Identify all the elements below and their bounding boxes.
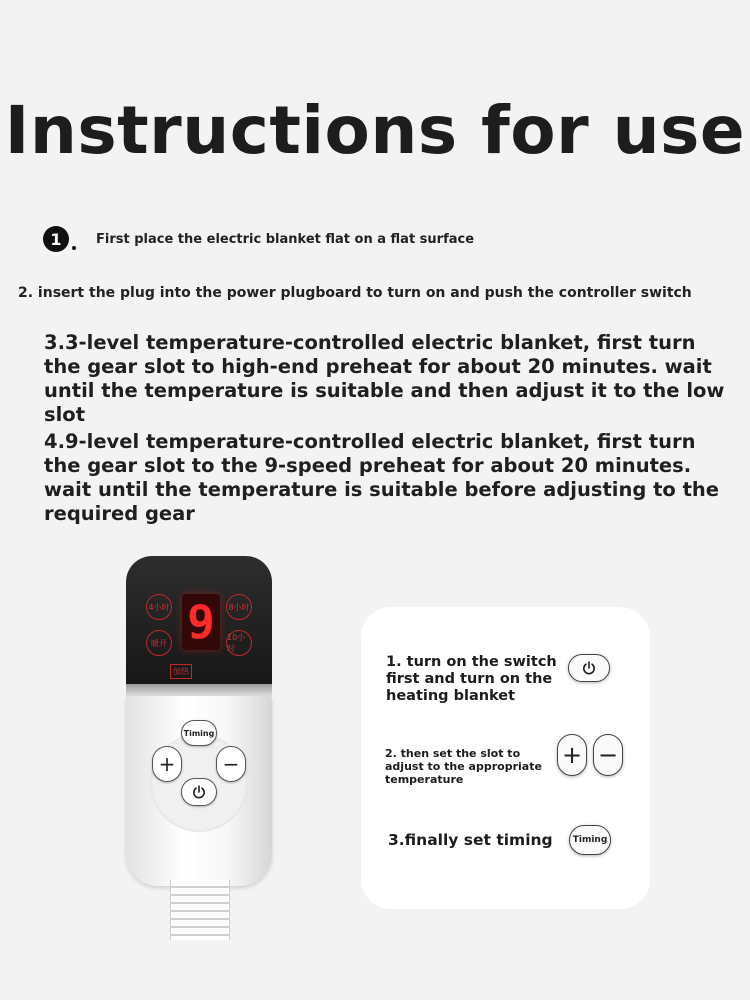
remote-plus-button: + [152, 746, 182, 782]
guide-minus-button: − [593, 734, 623, 776]
step-1-number-badge: 1 [43, 226, 69, 252]
step-1-dot [72, 246, 76, 250]
mode-indicator-warm: 暖开 [146, 630, 172, 656]
mode-indicator-4h: 4小时 [146, 594, 172, 620]
page-title: Instructions for use [4, 92, 746, 169]
button-guide-card [361, 607, 650, 909]
mode-indicator-8h: 8小时 [226, 594, 252, 620]
remote-controller-illustration [126, 556, 272, 940]
remote-minus-button: − [216, 746, 246, 782]
preheat-indicator: 加热 [170, 664, 192, 679]
remote-timing-button: Timing [181, 720, 217, 746]
guide-step-1-text: 1. turn on the switch first and turn on the heating blanket [386, 654, 557, 704]
guide-timing-button: Timing [569, 825, 611, 855]
step-3-text: 3.3-level temperature-controlled electric blanket, first turn the gear slot to high-end preheat for about 20 minutes. wait until the temperature is suitable and then adjust it to the low slot [44, 331, 725, 426]
step-2-text: 2. insert the plug into the power plugboard to turn on and push the controller switch [18, 285, 692, 301]
step-4-text: 4.9-level temperature-controlled electric blanket, first turn the gear slot to the 9-speed preheat for about 20 minutes. wait until the temperature is suitable before adjusting to the required gear [44, 430, 720, 525]
guide-step-3-text: 3.finally set timing [388, 831, 553, 849]
power-icon [191, 784, 207, 800]
guide-power-button [568, 654, 610, 682]
led-digit-display: 9 [182, 594, 220, 650]
power-icon [581, 660, 597, 676]
remote-power-button [181, 778, 217, 806]
guide-step-2-text: 2. then set the slot to adjust to the appropriate temperature [385, 747, 542, 786]
guide-plus-button: + [557, 734, 587, 776]
step-1-text: First place the electric blanket flat on a flat surface [96, 231, 475, 247]
remote-display-panel [126, 556, 272, 690]
mode-indicator-10h: 10小时 [226, 630, 252, 656]
step-1 [43, 226, 474, 252]
remote-cable-strain-relief [170, 880, 230, 940]
